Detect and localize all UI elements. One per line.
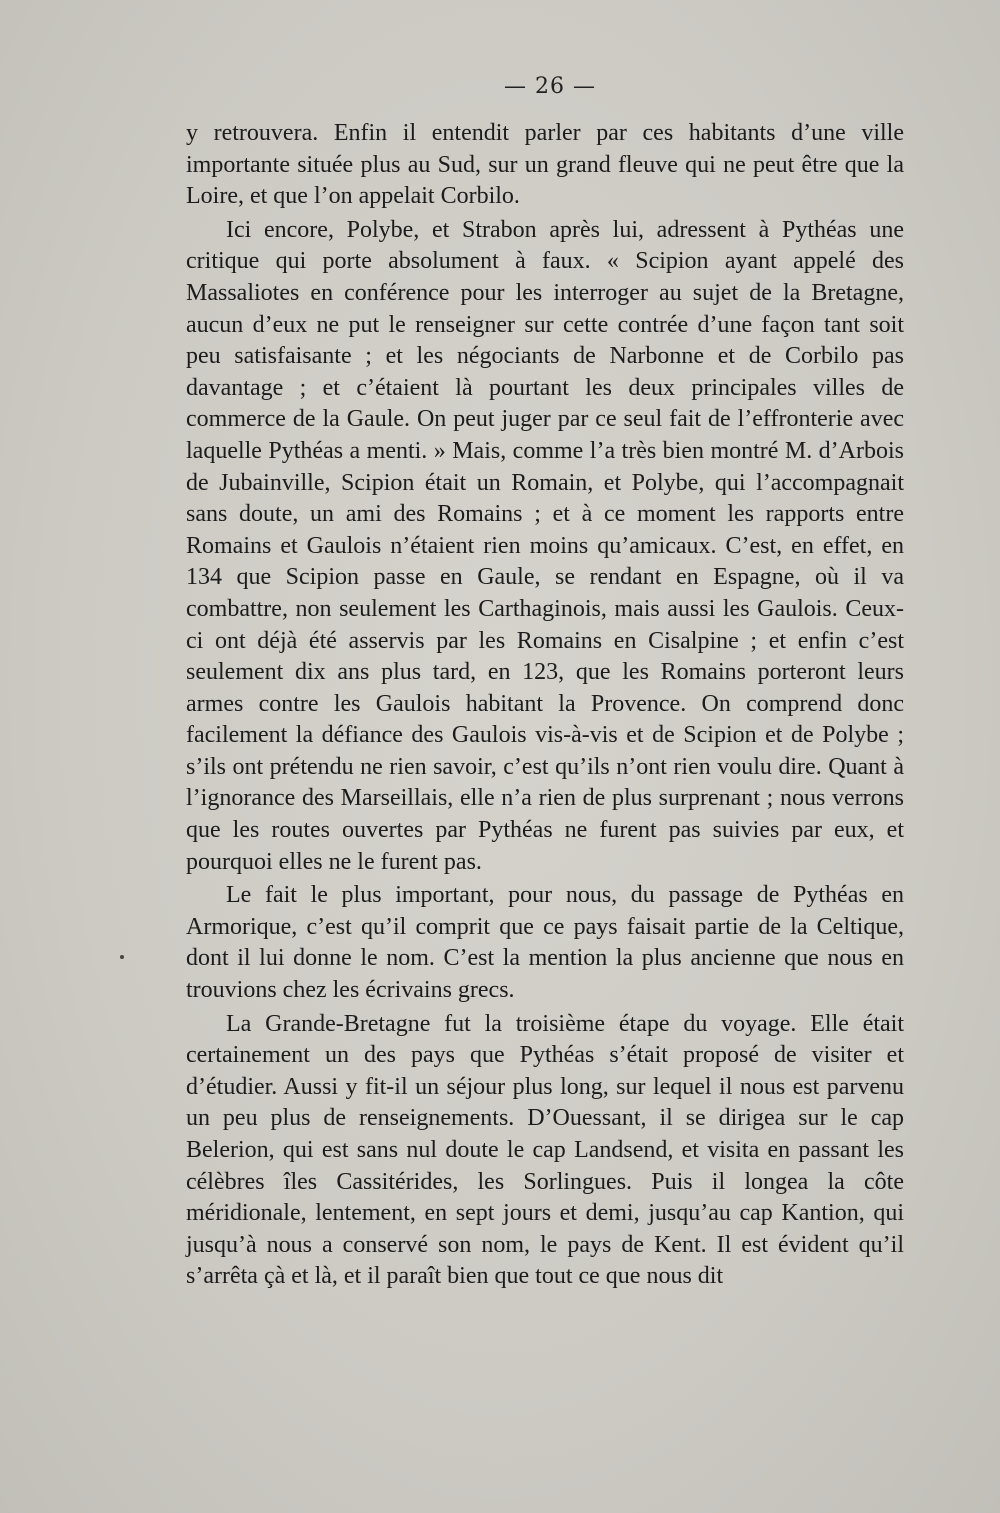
page-number: — 26 — — [504, 74, 596, 99]
margin-dot-mark — [120, 955, 124, 959]
paragraph-3: Le fait le plus important, pour nous, du passage de Pythéas en Armorique, c’est qu’il comprit que ce pays faisait partie de la Celtique, dont il lui donne le nom. C’est la mention la plus ancienne que nous en trouvions chez les écrivains grecs. — [186, 882, 904, 1004]
paragraph-1: y retrouvera. Enfin il entendit parler par ces habitants d’une ville importante située plus au Sud, sur un grand fleuve qui ne peut être que la Loire, et que l’on appelait Corbilo. — [186, 120, 904, 210]
paragraph-4: La Grande-Bretagne fut la troisième étape du voyage. Elle était certainement un des pays que Pythéas s’était proposé de visiter et d’étudier. Aussi y fit-il un séjour plus long, sur lequel il nous est parvenu un peu plus de renseignements. D’Ouessant, il se dirigea sur le cap Belerion, qui est sans nul doute le cap Landsend, et visita en passant les célèbres îles Cassitérides, les Sorlingues. Puis il longea la côte méridionale, lentement, en sept jours et demi, jusqu’au cap Kantion, qui jusqu’à nous a conservé son nom, le pays de Kent. Il est évident qu’il s’arrêta çà et là, et il paraît bien que tout ce que nous dit — [186, 1010, 904, 1290]
paragraph-2: Ici encore, Polybe, et Strabon après lui, adressent à Pythéas une critique qui porte absolument à faux. « Scipion ayant appelé des Massaliotes en conférence pour les interroger au sujet de la Bretagne, aucun d’eux ne put le renseigner sur cette contrée d’une façon tant soit peu satisfaisante ; et les négociants de Narbonne et de Corbilo pas davantage ; et c’étaient là pourtant les deux principales villes de commerce de la Gaule. On peut juger par ce seul fait de l’effronterie avec laquelle Pythéas a menti. » Mais, comme l’a très bien montré M. d’Arbois de Jubainville, Scipion était un Romain, et Polybe, qui l’accompagnait sans doute, un ami des Romains ; et à ce moment les rapports entre Romains et Gaulois n’étaient rien moins qu’amicaux. C’est, en effet, en 134 que Scipion passe en Gaule, se rendant en Espagne, où il va combattre, non seulement les Carthaginois, mais aussi les Gaulois. Ceux-ci ont déjà été asservis par les Romains en Cisalpine ; et enfin c’est seulement dix ans plus tard, en 123, que les Romains porteront leurs armes contre les Gaulois habitant la Provence. On comprend donc facilement la défiance des Gaulois vis-à-vis et de Scipion et de Polybe ; s’ils ont prétendu ne rien savoir, c’est qu’ils n’ont rien voulu dire. Quant à l’ignorance des Marseillais, elle n’a rien de plus surprenant ; nous verrons que les routes ouvertes par Pythéas ne furent pas suivies par eux, et pourquoi elles ne le furent pas. — [186, 216, 904, 875]
body-text — [186, 118, 904, 1293]
